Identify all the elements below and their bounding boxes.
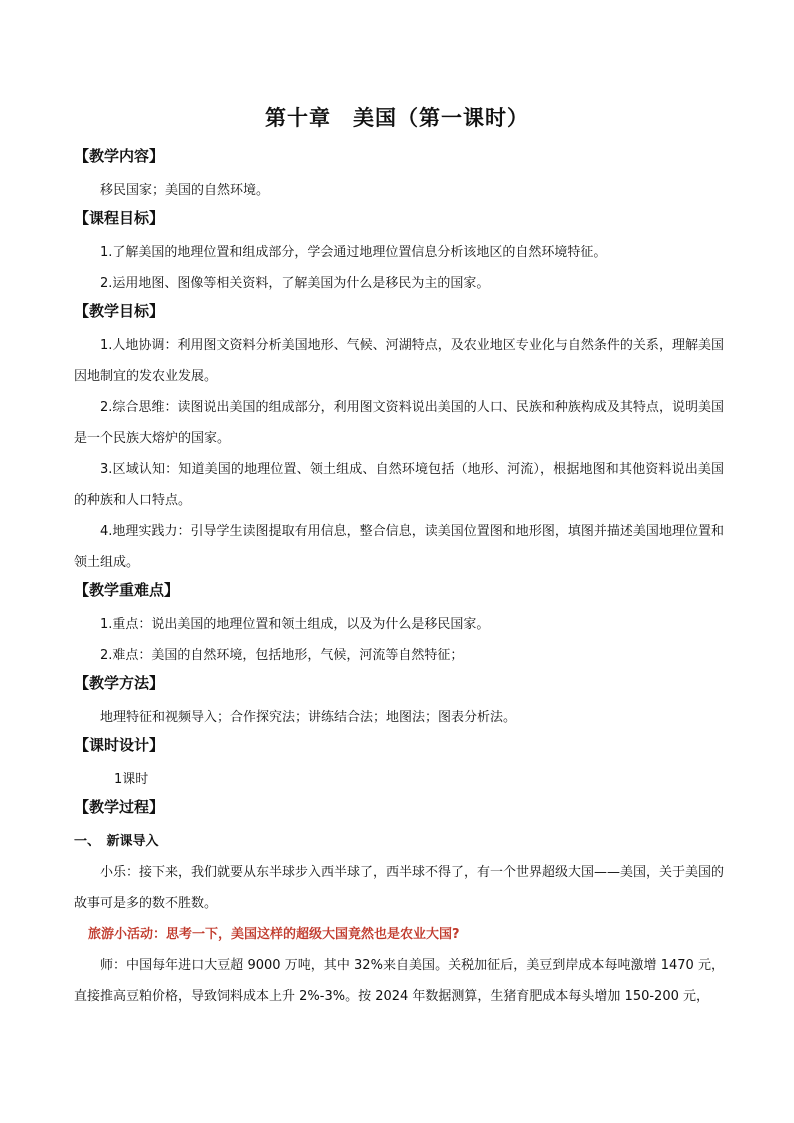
section-heading-lesson-design: 【课时设计】 (74, 736, 165, 754)
objective-2: 2.综合思维：读图说出美国的组成部分，利用图文资料说出美国的人口、民族和种族构成及其特点，说明美国是一个民族大熔炉的国家。 (74, 400, 724, 446)
section-heading-teaching-objectives: 【教学目标】 (74, 302, 165, 320)
key-point-1: 1.重点：说出美国的地理位置和领土组成，以及为什么是移民国家。 (100, 617, 490, 632)
teaching-content-text: 移民国家；美国的自然环境。 (100, 183, 270, 198)
document-body (74, 144, 724, 1012)
objective-4: 4.地理实践力：引导学生读图提取有用信息，整合信息，读美国位置图和地形图，填图并描述美国地理位置和领土组成。 (74, 524, 724, 570)
objective-1: 1.人地协调：利用图文资料分析美国地形、气候、河湖特点，及农业地区专业化与自然条件的关系，理解美国因地制宜的发农业发展。 (74, 338, 724, 384)
key-point-2: 2.难点：美国的自然环境，包括地形，气候，河流等自然特征； (100, 648, 464, 663)
section-heading-teaching-process: 【教学过程】 (74, 798, 165, 816)
teacher-paragraph: 师：中国每年进口大豆超 9000 万吨，其中 32%来自美国。关税加征后，美豆到岸成本每吨激增 1470 元，直接推高豆粕价格，导致饲料成本上升 2%-3%。按 2024 年数据测算，生猪育肥成本每头增加 150-200 元， (74, 958, 724, 1004)
page-title: 第十章 美国（第一课时） (265, 106, 529, 130)
process-subheading-intro: 一、 新课导入 (74, 834, 159, 849)
lesson-design-text: 1课时 (114, 772, 149, 787)
teaching-methods-text: 地理特征和视频导入；合作探究法；讲练结合法；地图法；图表分析法。 (100, 710, 517, 725)
section-heading-teaching-content: 【教学内容】 (74, 147, 165, 165)
intro-paragraph: 小乐：接下来，我们就要从东半球步入西半球了，西半球不得了，有一个世界超级大国——美国，关于美国的故事可是多的数不胜数。 (74, 865, 725, 911)
section-heading-key-points: 【教学重难点】 (74, 581, 180, 599)
section-heading-teaching-methods: 【教学方法】 (74, 674, 165, 692)
course-goal-1: 1.了解美国的地理位置和组成部分，学会通过地理位置信息分析该地区的自然环境特征。 (100, 245, 607, 260)
travel-activity-prompt: 旅游小活动：思考一下，美国这样的超级大国竟然也是农业大国? (88, 927, 460, 942)
section-heading-course-goals: 【课程目标】 (74, 209, 165, 227)
objective-3: 3.区域认知：知道美国的地理位置、领土组成、自然环境包括（地形、河流），根据地图和其他资料说出美国的种族和人口特点。 (74, 462, 724, 508)
course-goal-2: 2.运用地图、图像等相关资料，了解美国为什么是移民为主的国家。 (100, 276, 490, 291)
